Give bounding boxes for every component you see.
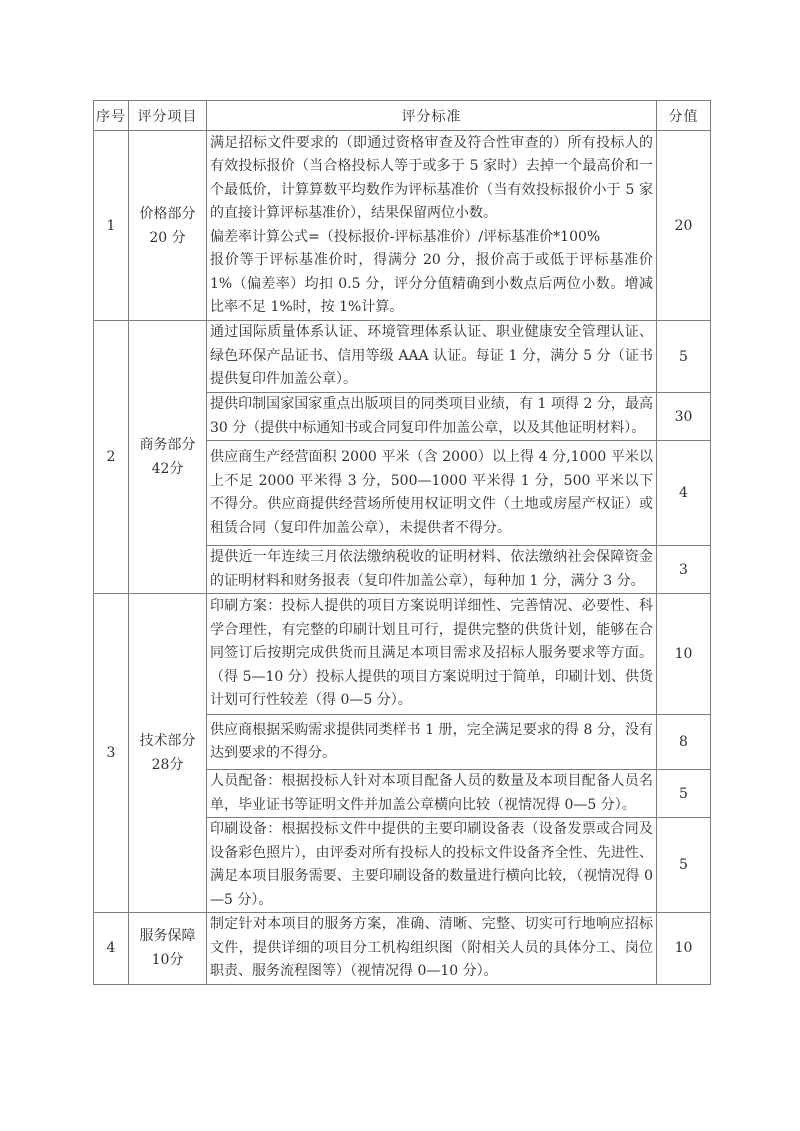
criteria-cell bbox=[207, 393, 657, 441]
column-header-criteria: 评分标准 bbox=[207, 101, 657, 131]
category-cell bbox=[129, 321, 207, 594]
row-number-cell: 1 bbox=[94, 131, 129, 321]
criteria-paragraph: 提供印制国家国家重点出版项目的同类项目业绩，有 1 项得 2 分，最高 30 分（提供中标通知书或合同复印件加盖公章，以及其他证明材料）。 bbox=[210, 396, 653, 436]
column-header-score: 分值 bbox=[657, 101, 711, 131]
category-points: 10分 bbox=[151, 952, 184, 969]
row-number-cell: 4 bbox=[94, 913, 129, 985]
table-header-row bbox=[94, 101, 711, 131]
criteria-cell bbox=[207, 321, 657, 393]
criteria-paragraph: 印刷设备：根据投标文件中提供的主要印刷设备表（设备发票或合同及设备彩色照片），由评委对所有投标人的投标文件设备齐全性、先进性、满足本项目服务需要、主要印刷设备的数量进行横向比较，（视情况得 0—5 分）。 bbox=[210, 821, 653, 908]
category-name: 技术部分 bbox=[139, 733, 196, 749]
category-points: 28分 bbox=[151, 757, 184, 773]
score-cell: 4 bbox=[657, 441, 711, 546]
score-cell: 5 bbox=[657, 818, 711, 913]
criteria-cell bbox=[207, 594, 657, 715]
criteria-paragraph: 通过国际质量体系认证、环境管理体系认证、职业健康安全管理认证、绿色环保产品证书、信用等级 AAA 认证。每证 1 分，满分 5 分（证书提供复印件加盖公章）。 bbox=[210, 324, 653, 388]
row-number-cell: 2 bbox=[94, 321, 129, 594]
row-number-cell: 3 bbox=[94, 594, 129, 913]
score-cell: 30 bbox=[657, 393, 711, 441]
criteria-cell bbox=[207, 131, 657, 321]
category-name: 商务部分 bbox=[139, 437, 196, 453]
score-cell: 3 bbox=[657, 546, 711, 594]
category-cell bbox=[129, 594, 207, 913]
criteria-cell bbox=[207, 715, 657, 770]
column-header-no: 序号 bbox=[94, 101, 129, 131]
scoring-criteria-table bbox=[93, 100, 711, 985]
criteria-cell bbox=[207, 441, 657, 546]
score-cell: 8 bbox=[657, 715, 711, 770]
criteria-paragraph: 印刷方案：投标人提供的项目方案说明详细性、完善情况、必要性、科学合理性，有完整的印刷计划且可行，提供完整的供货计划，能够在合同签订后按期完成供货而且满足本项目需求及招标人服务要求等方面。（得 5—10 分）投标人提供的项目方案说明过于简单，印刷计划、供货计划可行性较差（得 0—5 分）。 bbox=[210, 598, 653, 709]
score-cell: 10 bbox=[657, 594, 711, 715]
criteria-cell bbox=[207, 818, 657, 913]
category-points: 42分 bbox=[151, 461, 184, 477]
score-cell: 5 bbox=[657, 321, 711, 393]
table-row bbox=[94, 913, 711, 985]
criteria-paragraph: 人员配备：根据投标人针对本项目配备人员的数量及本项目配备人员名单，毕业证书等证明文件并加盖公章横向比较（视情况得 0—5 分）。 bbox=[210, 773, 653, 813]
column-header-item: 评分项目 bbox=[129, 101, 207, 131]
criteria-cell bbox=[207, 913, 657, 985]
table-row bbox=[94, 131, 711, 321]
score-cell: 10 bbox=[657, 913, 711, 985]
criteria-paragraph: 制定针对本项目的服务方案，准确、清晰、完整、切实可行地响应招标文件，提供详细的项目分工机构组织图（附相关人员的具体分工、岗位职责、服务流程图等）（视情况得 0—10 分）。 bbox=[210, 916, 653, 979]
category-name: 价格部分 bbox=[139, 205, 196, 222]
score-cell: 20 bbox=[657, 131, 711, 321]
criteria-paragraph: 供应商根据采购需求提供同类样书 1 册，完全满足要求的得 8 分，没有达到要求的不得分。 bbox=[210, 721, 653, 761]
category-cell bbox=[129, 913, 207, 985]
table-row bbox=[94, 321, 711, 393]
criteria-paragraph: 报价等于评标基准价时，得满分 20 分，报价高于或低于评标基准价 1%（偏差率）均扣 0.5 分，评分分值精确到小数点后两位小数。增减比率不足 1%时，按 1%计算。 bbox=[210, 252, 653, 315]
category-name: 服务保障 bbox=[139, 928, 196, 945]
category-cell bbox=[129, 131, 207, 321]
category-points: 20 分 bbox=[149, 229, 186, 246]
score-cell: 5 bbox=[657, 770, 711, 818]
criteria-paragraph: 供应商生产经营面积 2000 平米（含 2000）以上得 4 分,1000 平米以上不足 2000 平米得 3 分，500—1000 平米得 1 分，500 平米以下不得分。供应商提供经营场所使用权证明文件（土地或房屋产权证）或租赁合同（复印件加盖公章），未提供者不得分。 bbox=[210, 449, 653, 536]
criteria-cell bbox=[207, 546, 657, 594]
criteria-paragraph: 提供近一年连续三月依法缴纳税收的证明材料、依法缴纳社会保障资金的证明材料和财务报表（复印件加盖公章），每种加 1 分，满分 3 分。 bbox=[210, 549, 653, 589]
criteria-cell bbox=[207, 770, 657, 818]
criteria-paragraph: 满足招标文件要求的（即通过资格审查及符合性审查的）所有投标人的有效投标报价（当合格投标人等于或多于 5 家时）去掉一个最高价和一个最低价，计算算数平均数作为评标基准价（当有效投标报价小于 5 家的直接计算评标基准价），结果保留两位小数。 bbox=[210, 134, 653, 221]
table-row bbox=[94, 594, 711, 715]
criteria-paragraph: 偏差率计算公式=（投标报价-评标基准价）/评标基准价*100% bbox=[210, 228, 601, 245]
